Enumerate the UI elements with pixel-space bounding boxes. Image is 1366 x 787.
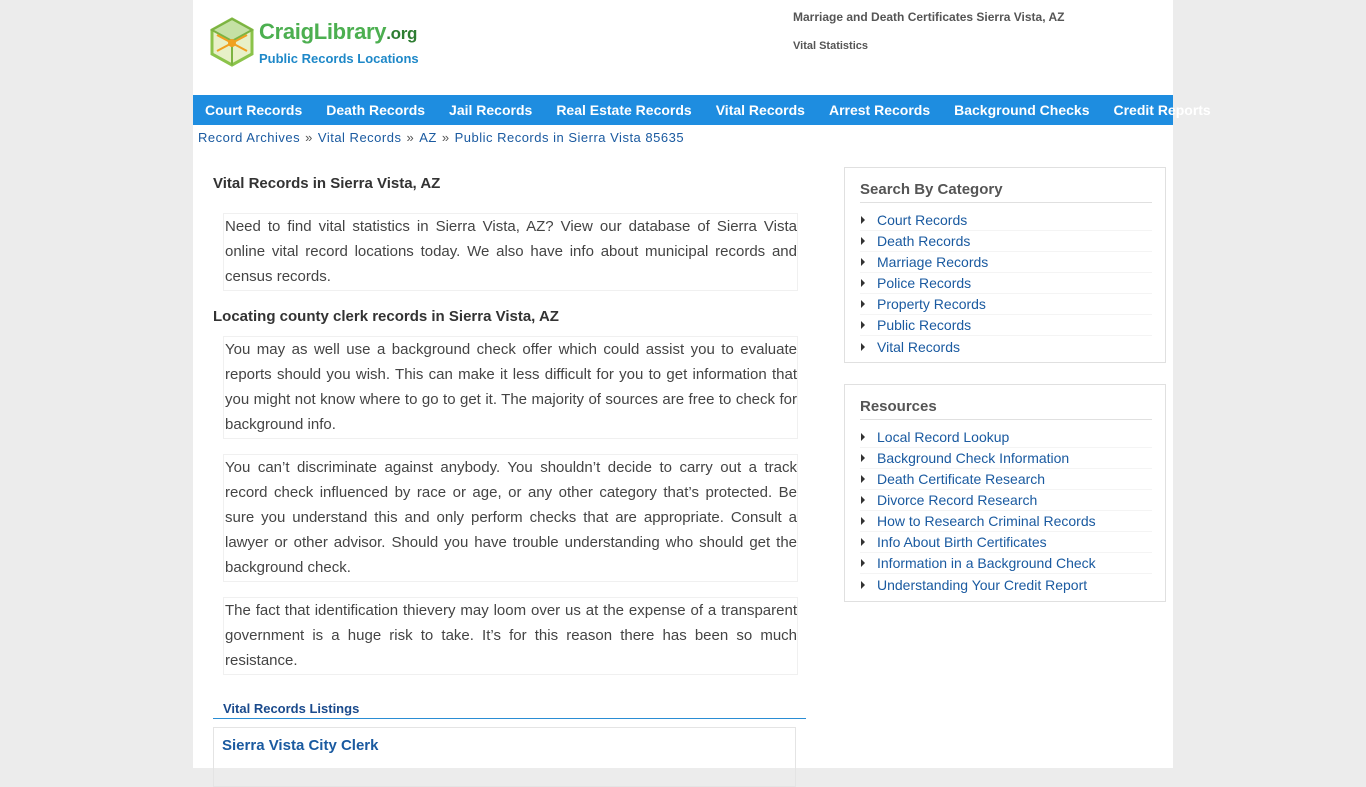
nav-death-records[interactable]: Death Records	[326, 102, 426, 118]
sidebar-item-label: Death Records	[877, 233, 971, 249]
sidebar-item-court-records[interactable]	[860, 210, 1152, 231]
logo-tld: .org	[386, 24, 418, 43]
sidebar-item-marriage-records[interactable]	[860, 252, 1152, 273]
logo-text	[259, 19, 417, 45]
resource-divorce-record-research[interactable]	[860, 490, 1152, 511]
caret-right-icon	[861, 279, 865, 287]
nav-vital-records[interactable]: Vital Records	[715, 102, 805, 118]
caret-right-icon	[861, 343, 865, 351]
resource-label: How to Research Criminal Records	[877, 513, 1096, 529]
caret-right-icon	[861, 237, 865, 245]
breadcrumb-az[interactable]: AZ	[419, 130, 437, 145]
caret-right-icon	[861, 321, 865, 329]
resource-label: Understanding Your Credit Report	[877, 576, 1088, 593]
caret-right-icon	[861, 433, 865, 441]
content-paragraph: The fact that identification thievery may loom over us at the expense of a transparent government is a huge risk to take. It’s for this reason there has been so much resistance.	[223, 597, 798, 675]
breadcrumb-current-page[interactable]: Public Records in Sierra Vista 85635	[454, 130, 685, 145]
sidebar-item-label: Vital Records	[877, 338, 961, 355]
sidebar-item-label: Public Records	[877, 317, 972, 333]
main-content	[213, 175, 808, 675]
breadcrumb-separator: »	[441, 130, 450, 145]
caret-right-icon	[861, 300, 865, 308]
resource-credit-report[interactable]	[860, 574, 1152, 595]
sidebar-item-death-records[interactable]	[860, 231, 1152, 252]
listings-heading: Vital Records Listings	[213, 700, 806, 719]
resource-birth-certificates[interactable]	[860, 532, 1152, 553]
content-paragraph: You may as well use a background check offer which could assist you to evaluate reports should you wish. This can make it less difficult for you to get information that you might not know where to go to get it. The majority of sources are free to check for background info.	[223, 336, 798, 439]
breadcrumb	[198, 130, 684, 145]
main-nav	[193, 95, 1211, 125]
sidebar-item-property-records[interactable]	[860, 294, 1152, 315]
breadcrumb-vital-records[interactable]: Vital Records	[317, 130, 402, 145]
caret-right-icon	[861, 475, 865, 483]
nav-court-records[interactable]: Court Records	[205, 102, 303, 118]
caret-right-icon	[861, 581, 865, 589]
resource-label: Death Certificate Research	[877, 471, 1046, 487]
content-paragraph: You can’t discriminate against anybody. You shouldn’t decide to carry out a track record check influenced by race or age, or any other category that’s protected. Be sure you understand this and only perform checks that are appropriate. Consult a lawyer or other advisor. Should you have trouble understanding who should get the background check.	[223, 454, 798, 582]
caret-right-icon	[861, 216, 865, 224]
resource-label: Divorce Record Research	[877, 492, 1038, 508]
heading-county-clerk: Locating county clerk records in Sierra Vista, AZ	[213, 308, 559, 325]
sidebar-resources-box	[844, 384, 1166, 602]
intro-paragraph: Need to find vital statistics in Sierra Vista, AZ? View our database of Sierra Vista online vital record locations today. We also have info about municipal records and census records.	[223, 213, 798, 291]
caret-right-icon	[861, 559, 865, 567]
nav-real-estate-records[interactable]: Real Estate Records	[556, 102, 692, 118]
page	[193, 0, 1211, 768]
resource-criminal-records[interactable]	[860, 511, 1152, 532]
sidebar-item-label: Court Records	[877, 212, 968, 228]
resource-death-certificate-research[interactable]	[860, 469, 1152, 490]
listing-card	[213, 727, 796, 787]
sidebar-resources-title: Resources	[860, 398, 1152, 420]
breadcrumb-record-archives[interactable]: Record Archives	[198, 130, 301, 145]
caret-right-icon	[861, 258, 865, 266]
nav-credit-reports[interactable]: Credit Reports	[1113, 102, 1211, 118]
logo-name: CraigLibrary	[259, 19, 387, 44]
sidebar-item-police-records[interactable]	[860, 273, 1152, 294]
resource-label: Information in a Background Check	[877, 555, 1096, 571]
resource-background-check[interactable]	[860, 553, 1152, 574]
sidebar-category-title: Search By Category	[860, 181, 1152, 203]
resource-label: Local Record Lookup	[877, 429, 1010, 445]
sidebar-category-box	[844, 167, 1166, 363]
logo-tagline: Public Records Locations	[259, 51, 419, 66]
resource-background-check-information[interactable]	[860, 448, 1152, 469]
resource-label: Info About Birth Certificates	[877, 534, 1047, 550]
sidebar-item-label: Property Records	[877, 296, 986, 312]
resource-label: Background Check Information	[877, 450, 1070, 466]
heading-vital-records: Vital Records in Sierra Vista, AZ	[213, 175, 441, 192]
caret-right-icon	[861, 538, 865, 546]
nav-arrest-records[interactable]: Arrest Records	[828, 102, 931, 118]
caret-right-icon	[861, 454, 865, 462]
nav-background-checks[interactable]: Background Checks	[954, 102, 1090, 118]
site-logo[interactable]	[209, 17, 439, 69]
resource-local-record-lookup[interactable]	[860, 427, 1152, 448]
caret-right-icon	[861, 496, 865, 504]
listing-title-link[interactable]: Sierra Vista City Clerk	[222, 737, 379, 754]
sidebar-item-label: Marriage Records	[877, 254, 989, 270]
cube-logo-icon	[209, 17, 255, 67]
sidebar-item-public-records[interactable]	[860, 315, 1152, 336]
page-header-subtitle: Vital Statistics	[793, 40, 868, 52]
sidebar-item-label: Police Records	[877, 275, 972, 291]
nav-jail-records[interactable]: Jail Records	[449, 102, 533, 118]
page-header-title: Marriage and Death Certificates Sierra Vista, AZ	[793, 10, 1065, 24]
sidebar-item-vital-records[interactable]	[860, 336, 1152, 357]
breadcrumb-separator: »	[305, 130, 313, 145]
breadcrumb-separator: »	[406, 130, 415, 145]
caret-right-icon	[861, 517, 865, 525]
